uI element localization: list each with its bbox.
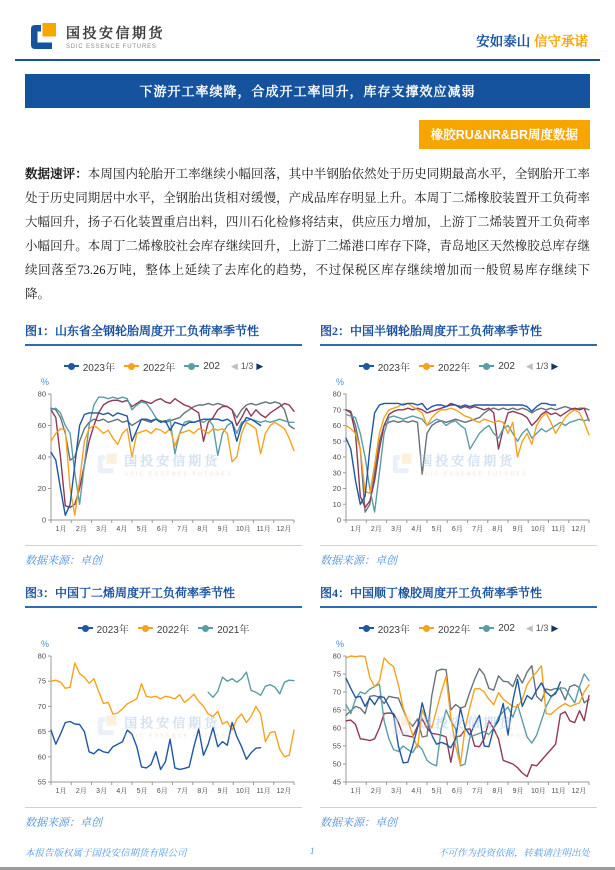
legend-marker [479, 627, 494, 629]
legend-item-2023年 [64, 359, 115, 374]
legend-item-2021年 [479, 623, 515, 634]
svg-text:11月: 11月 [551, 526, 566, 533]
footer-disclaimer: 不可作为投资依据，转载请注明出处 [437, 849, 590, 859]
svg-text:3月: 3月 [391, 526, 403, 533]
report-title-banner: 下游开工率续降，合成开工率回升，库存支撑效应减弱 [25, 74, 590, 108]
series-line-2021年 [208, 672, 294, 697]
series-line-2020年 [346, 403, 589, 507]
legend-pager [526, 361, 558, 372]
svg-text:2月: 2月 [75, 788, 87, 795]
svg-text:12月: 12月 [571, 788, 587, 795]
svg-text:50: 50 [332, 436, 341, 446]
svg-text:9月: 9月 [217, 526, 229, 533]
svg-text:6月: 6月 [451, 788, 463, 795]
chart-figure-2 [320, 322, 597, 568]
watermark-text-en: SDIC ESSENCE FUTURES [124, 470, 233, 477]
slogan-blue: 安如泰山 [476, 34, 531, 49]
chart-legend [25, 359, 302, 373]
svg-text:20: 20 [332, 484, 341, 493]
legend-item-2021年 [184, 361, 220, 372]
legend-label: 2021年 [217, 624, 250, 636]
slogan [476, 30, 588, 52]
legend-marker-dot [423, 363, 430, 370]
legend-next-page-icon[interactable]: ▶ [551, 360, 559, 371]
series-line-2023年 [51, 722, 261, 770]
legend-label: 2022年 [156, 624, 190, 636]
svg-text:5月: 5月 [136, 788, 148, 795]
legend-marker [479, 365, 494, 367]
svg-text:60: 60 [37, 421, 46, 430]
svg-text:4月: 4月 [411, 788, 423, 795]
chart-plot [320, 388, 597, 538]
legend-item-2023年 [359, 359, 410, 374]
chart-figure-4 [320, 584, 597, 830]
svg-text:60: 60 [332, 723, 341, 733]
legend-marker-dot [188, 363, 195, 370]
legend-item-2022年 [419, 359, 470, 374]
legend-item-2023年 [78, 621, 129, 636]
data-source: 数据来源：卓创 [25, 545, 302, 568]
chart-title: 图3：中国丁二烯周度开工负荷率季节性 [25, 584, 302, 608]
svg-text:11月: 11月 [256, 526, 271, 533]
svg-text:10月: 10月 [235, 788, 251, 795]
legend-label: 202 [498, 360, 515, 372]
legend-item-2021年 [198, 621, 249, 636]
data-source: 数据来源：卓创 [320, 807, 597, 830]
legend-marker-dot [363, 625, 370, 632]
svg-text:70: 70 [37, 701, 46, 711]
legend-item-2022年 [138, 621, 189, 636]
brand-name-cn: 国投安信期货 [66, 24, 165, 41]
footer-copyright: 本报告版权属于国投安信期货有限公司 [25, 849, 187, 859]
svg-text:40: 40 [37, 452, 46, 462]
svg-text:2月: 2月 [370, 526, 382, 533]
svg-text:11月: 11月 [551, 788, 566, 795]
svg-text:75: 75 [332, 669, 341, 679]
charts-grid [25, 322, 590, 830]
legend-marker [359, 365, 374, 367]
chart-figure-3 [25, 584, 302, 830]
brand-logo-icon [27, 20, 59, 52]
svg-text:11月: 11月 [256, 788, 271, 795]
legend-label: 2022年 [437, 624, 471, 636]
svg-text:70: 70 [332, 405, 341, 415]
header-divider [15, 59, 600, 61]
legend-prev-page-icon[interactable]: ◀ [230, 360, 238, 371]
chart-plot [25, 650, 302, 800]
svg-text:6月: 6月 [156, 788, 168, 795]
svg-text:20: 20 [37, 484, 46, 493]
legend-item-2023年 [359, 621, 410, 636]
page-footer [25, 845, 590, 859]
svg-text:8月: 8月 [197, 788, 209, 795]
chart-legend [320, 359, 597, 373]
legend-marker [78, 627, 93, 629]
legend-label: 2023年 [96, 624, 129, 636]
svg-text:7月: 7月 [177, 788, 189, 795]
legend-pager [231, 361, 263, 372]
chart-legend [25, 621, 302, 635]
legend-marker [419, 365, 434, 367]
chart-plot [320, 650, 597, 800]
svg-text:4月: 4月 [411, 526, 423, 533]
legend-marker [138, 627, 153, 629]
svg-text:12月: 12月 [276, 526, 292, 533]
legend-marker [184, 365, 199, 367]
legend-marker-dot [483, 625, 490, 632]
svg-text:2月: 2月 [75, 526, 87, 533]
legend-label: 202 [498, 622, 515, 634]
y-axis-unit-label: % [41, 639, 50, 649]
legend-next-page-icon[interactable]: ▶ [256, 360, 264, 371]
svg-text:45: 45 [332, 777, 341, 787]
svg-text:4月: 4月 [116, 526, 128, 533]
svg-text:55: 55 [332, 741, 341, 751]
svg-text:80: 80 [37, 389, 46, 399]
svg-text:6月: 6月 [451, 526, 463, 533]
svg-text:8月: 8月 [492, 526, 504, 533]
legend-marker-dot [202, 625, 209, 632]
legend-item-2022年 [419, 621, 470, 636]
legend-page-indicator: 1/3 [535, 623, 549, 633]
svg-text:75: 75 [37, 676, 46, 686]
legend-marker-dot [82, 625, 89, 632]
legend-label: 2023年 [377, 362, 410, 374]
legend-marker-dot [363, 363, 370, 370]
svg-text:65: 65 [37, 727, 46, 737]
legend-marker-dot [128, 363, 135, 370]
svg-text:12月: 12月 [276, 788, 292, 795]
svg-text:55: 55 [37, 777, 46, 787]
slogan-orange: 信守承诺 [534, 34, 588, 49]
legend-marker [124, 365, 139, 367]
legend-prev-page-icon[interactable]: ◀ [525, 360, 533, 371]
legend-marker [198, 627, 213, 629]
watermark-text-en: SDIC ESSENCE FUTURES [419, 470, 528, 477]
legend-prev-page-icon[interactable]: ◀ [525, 622, 533, 633]
svg-text:5月: 5月 [431, 526, 443, 533]
svg-text:10: 10 [332, 499, 341, 509]
svg-text:1月: 1月 [55, 788, 67, 795]
page-header [0, 0, 615, 52]
svg-text:1月: 1月 [350, 526, 362, 533]
data-source: 数据来源：卓创 [320, 545, 597, 568]
watermark-text-en: SDIC ESSENCE FUTURES [419, 732, 528, 739]
chart-legend [320, 621, 597, 635]
watermark-text-en: SDIC ESSENCE FUTURES [124, 732, 233, 739]
svg-text:4月: 4月 [116, 788, 128, 795]
svg-text:1月: 1月 [55, 526, 67, 533]
watermark-text-cn: 国投安信期货 [124, 714, 221, 730]
page-number: 1 [309, 847, 315, 857]
svg-text:7月: 7月 [472, 788, 484, 795]
svg-text:60: 60 [37, 752, 46, 762]
svg-text:7月: 7月 [472, 526, 484, 533]
legend-marker [419, 627, 434, 629]
legend-page-indicator: 1/3 [535, 361, 549, 371]
legend-marker-dot [142, 625, 149, 632]
svg-text:80: 80 [37, 651, 46, 661]
commentary-body: 本周国内轮胎开工率继续小幅回落，其中半钢胎依然处于历史同期最高水平，全钢胎开工率处于历史同期居中水平，全钢胎出货相对缓慢，产成品库存明显上升。本周丁二烯橡胶装置开工负荷率大幅回升，扬子石化装置重启出料，四川石化检修将结束，供应压力增加，上游丁二烯装置开工负荷率小幅回升。本周丁二烯橡胶社会库存继续回升，上游丁二烯港口库存下降，青岛地区天然橡胶总库存继续回落至73.26万吨，整体上延续了去库化的趋势，不过保税区库存继续增加而一般贸易库存继续下降。 [25, 167, 590, 301]
svg-text:40: 40 [332, 452, 341, 462]
legend-item-2021年 [479, 361, 515, 372]
report-category-badge: 橡胶RU&NR&BR周度数据 [419, 120, 590, 149]
chart-plot [25, 388, 302, 538]
svg-text:3月: 3月 [96, 788, 108, 795]
svg-text:10月: 10月 [530, 526, 546, 533]
legend-next-page-icon[interactable]: ▶ [551, 622, 559, 633]
svg-text:9月: 9月 [512, 788, 524, 795]
svg-text:30: 30 [332, 468, 341, 478]
watermark-text-cn: 国投安信期货 [419, 714, 516, 730]
svg-text:7月: 7月 [177, 526, 189, 533]
legend-pager [526, 623, 558, 634]
svg-text:50: 50 [332, 759, 341, 769]
svg-text:9月: 9月 [217, 788, 229, 795]
legend-marker-dot [483, 363, 490, 370]
brand-logo [27, 20, 165, 52]
svg-text:80: 80 [332, 389, 341, 399]
svg-text:70: 70 [332, 687, 341, 697]
legend-marker [64, 365, 79, 367]
legend-page-indicator: 1/3 [240, 361, 254, 371]
legend-label: 2023年 [377, 624, 410, 636]
brand-name-en: SDIC ESSENCE FUTURES [66, 43, 157, 50]
svg-text:1月: 1月 [350, 788, 362, 795]
legend-marker-dot [68, 363, 75, 370]
legend-label: 2022年 [437, 362, 471, 374]
legend-marker [359, 627, 374, 629]
svg-text:80: 80 [332, 651, 341, 661]
commentary-label: 数据速评： [25, 167, 88, 181]
svg-text:65: 65 [332, 705, 341, 715]
svg-text:6月: 6月 [156, 526, 168, 533]
svg-text:60: 60 [332, 421, 341, 430]
svg-text:12月: 12月 [571, 526, 587, 533]
legend-label: 2023年 [82, 362, 115, 374]
series-line-2020年 [51, 399, 294, 508]
chart-figure-1 [25, 322, 302, 568]
svg-text:10月: 10月 [530, 788, 546, 795]
svg-text:3月: 3月 [96, 526, 108, 533]
chart-title: 图2：中国半钢轮胎周度开工负荷率季节性 [320, 322, 597, 346]
legend-item-2022年 [124, 359, 175, 374]
y-axis-unit-label: % [336, 377, 345, 387]
chart-title: 图4：中国顺丁橡胶周度开工负荷率季节性 [320, 584, 597, 608]
svg-text:10月: 10月 [235, 526, 251, 533]
svg-text:8月: 8月 [197, 526, 209, 533]
data-source: 数据来源：卓创 [25, 807, 302, 830]
y-axis-unit-label: % [336, 639, 345, 649]
series-line-2019年 [346, 666, 589, 737]
legend-marker-dot [423, 625, 430, 632]
svg-text:0: 0 [336, 515, 341, 525]
svg-text:8月: 8月 [492, 788, 504, 795]
chart-title: 图1：山东省全钢轮胎周度开工负荷率季节性 [25, 322, 302, 346]
svg-text:5月: 5月 [431, 788, 443, 795]
svg-text:2月: 2月 [370, 788, 382, 795]
svg-text:5月: 5月 [136, 526, 148, 533]
svg-text:0: 0 [41, 515, 46, 525]
svg-text:3月: 3月 [391, 788, 403, 795]
svg-text:9月: 9月 [512, 526, 524, 533]
y-axis-unit-label: % [41, 377, 50, 387]
legend-label: 202 [203, 360, 220, 372]
watermark-text-cn: 国投安信期货 [419, 452, 516, 468]
watermark-text-cn: 国投安信期货 [124, 452, 221, 468]
legend-label: 2022年 [142, 362, 176, 374]
data-commentary [25, 162, 590, 306]
